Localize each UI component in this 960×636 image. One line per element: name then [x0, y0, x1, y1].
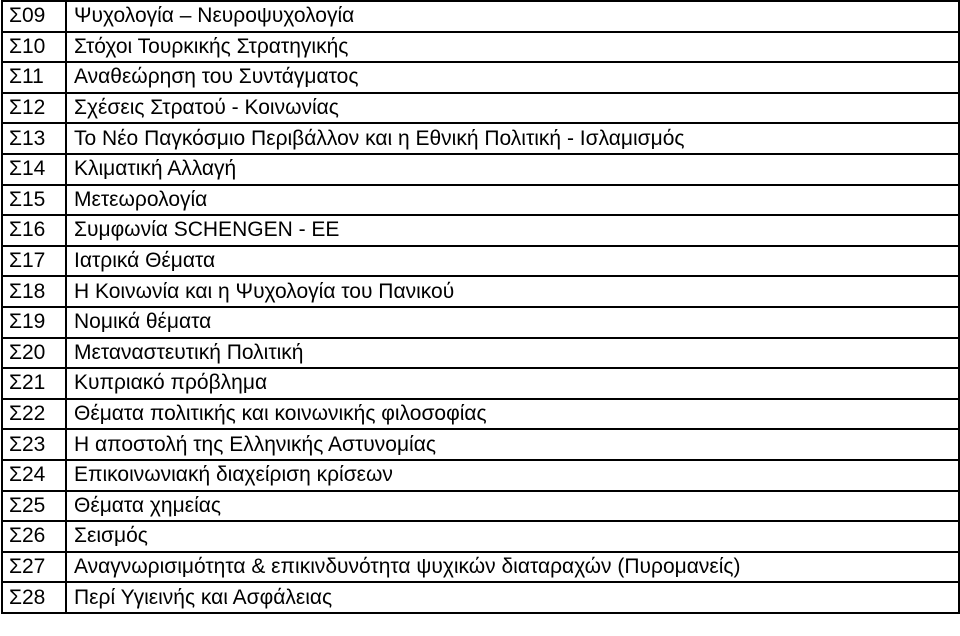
- table-row: [2, 460, 959, 491]
- topic-title: Ιατρικά Θέματα: [66, 246, 959, 277]
- topic-code: Σ10: [2, 32, 66, 63]
- topic-code: Σ11: [2, 62, 66, 93]
- topic-code: Σ24: [2, 460, 66, 491]
- topic-code: Σ19: [2, 307, 66, 338]
- topic-title: Αναθεώρηση του Συντάγματος: [66, 62, 959, 93]
- topic-code: Σ25: [2, 491, 66, 522]
- topic-title: Μετεωρολογία: [66, 185, 959, 216]
- topic-title: Η αποστολή της Ελληνικής Αστυνομίας: [66, 429, 959, 460]
- topic-title: Θέματα πολιτικής και κοινωνικής φιλοσοφίας: [66, 399, 959, 430]
- topic-title: Ψυχολογία – Νευροψυχολογία: [66, 1, 959, 32]
- topic-code: Σ13: [2, 123, 66, 154]
- topic-code: Σ17: [2, 246, 66, 277]
- table-row: [2, 521, 959, 552]
- topic-code: Σ16: [2, 215, 66, 246]
- table-row: [2, 552, 959, 583]
- table-row: [2, 1, 959, 32]
- topic-title: Νομικά θέματα: [66, 307, 959, 338]
- topic-title: Σεισμός: [66, 521, 959, 552]
- topic-title: Κλιματική Αλλαγή: [66, 154, 959, 185]
- table-row: [2, 276, 959, 307]
- table-row: [2, 123, 959, 154]
- topic-code: Σ22: [2, 399, 66, 430]
- table-row: [2, 307, 959, 338]
- topic-title: Περί Υγιεινής και Ασφάλειας: [66, 582, 959, 613]
- topic-title: Μεταναστευτική Πολιτική: [66, 338, 959, 369]
- topic-title: Επικοινωνιακή διαχείριση κρίσεων: [66, 460, 959, 491]
- table-row: [2, 32, 959, 63]
- topic-code: Σ26: [2, 521, 66, 552]
- table-row: [2, 368, 959, 399]
- table-row: [2, 491, 959, 522]
- topic-code: Σ27: [2, 552, 66, 583]
- table-row: [2, 429, 959, 460]
- topic-title: Κυπριακό πρόβλημα: [66, 368, 959, 399]
- topic-code: Σ21: [2, 368, 66, 399]
- topic-title: Στόχοι Τουρκικής Στρατηγικής: [66, 32, 959, 63]
- topic-code: Σ23: [2, 429, 66, 460]
- topic-code: Σ20: [2, 338, 66, 369]
- topic-code: Σ18: [2, 276, 66, 307]
- topic-code: Σ09: [2, 1, 66, 32]
- table-row: [2, 582, 959, 613]
- table-row: [2, 215, 959, 246]
- table-row: [2, 154, 959, 185]
- table-row: [2, 399, 959, 430]
- table-row: [2, 185, 959, 216]
- topics-table: [1, 0, 960, 614]
- topic-title: Αναγνωρισιμότητα & επικινδυνότητα ψυχικών διαταραχών (Πυρομανείς): [66, 552, 959, 583]
- topic-code: Σ15: [2, 185, 66, 216]
- topic-code: Σ28: [2, 582, 66, 613]
- topic-title: Η Κοινωνία και η Ψυχολογία του Πανικού: [66, 276, 959, 307]
- topic-code: Σ12: [2, 93, 66, 124]
- topics-table-body: [2, 1, 959, 613]
- topic-title: Το Νέο Παγκόσμιο Περιβάλλον και η Εθνική Πολιτική - Ισλαμισμός: [66, 123, 959, 154]
- table-row: [2, 338, 959, 369]
- topic-code: Σ14: [2, 154, 66, 185]
- topic-title: Συμφωνία SCHENGEN - ΕΕ: [66, 215, 959, 246]
- table-row: [2, 93, 959, 124]
- table-row: [2, 246, 959, 277]
- topic-title: Σχέσεις Στρατού - Κοινωνίας: [66, 93, 959, 124]
- topic-title: Θέματα χημείας: [66, 491, 959, 522]
- table-row: [2, 62, 959, 93]
